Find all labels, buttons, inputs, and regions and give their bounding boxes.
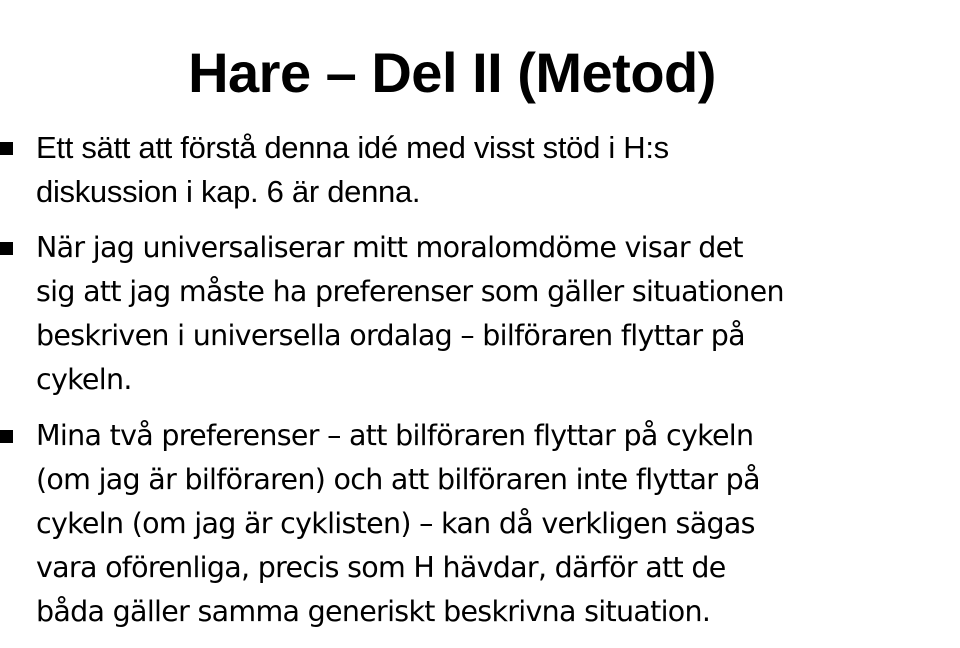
square-bullet-icon bbox=[0, 142, 13, 155]
bullet-1-line-2: diskussion i kap. 6 är denna. bbox=[36, 174, 421, 209]
bullet-3-line-5: båda gäller samma generiskt beskrivna situation. bbox=[36, 595, 711, 628]
bullet-1-line-1: Ett sätt att förstå denna idé med visst stöd i H:s bbox=[36, 130, 669, 165]
bullet-2-line-2: sig att jag måste ha preferenser som gäller situationen bbox=[36, 275, 784, 308]
bullet-list bbox=[0, 126, 960, 646]
bullet-3-line-4: vara oförenliga, precis som H hävdar, därför att de bbox=[36, 551, 726, 584]
bullet-item-3 bbox=[0, 414, 960, 634]
bullet-2-line-3: beskriven i universella ordalag – bilföraren flyttar på bbox=[36, 319, 745, 352]
bullet-2-line-4: cykeln. bbox=[36, 363, 132, 396]
bullet-3-line-2: (om jag är bilföraren) och att bilföraren inte flyttar på bbox=[36, 463, 760, 496]
slide-title: Hare – Del II (Metod) bbox=[188, 40, 716, 104]
bullet-item-2 bbox=[0, 226, 960, 402]
bullet-2-line-1: När jag universaliserar mitt moralomdöme visar det bbox=[36, 231, 743, 264]
square-bullet-icon bbox=[0, 430, 13, 443]
square-bullet-icon bbox=[0, 242, 13, 255]
bullet-3-line-3: cykeln (om jag är cyklisten) – kan då verkligen sägas bbox=[36, 507, 755, 540]
bullet-3-line-1: Mina två preferenser – att bilföraren flyttar på cykeln bbox=[36, 419, 754, 452]
bullet-item-1 bbox=[0, 126, 960, 214]
